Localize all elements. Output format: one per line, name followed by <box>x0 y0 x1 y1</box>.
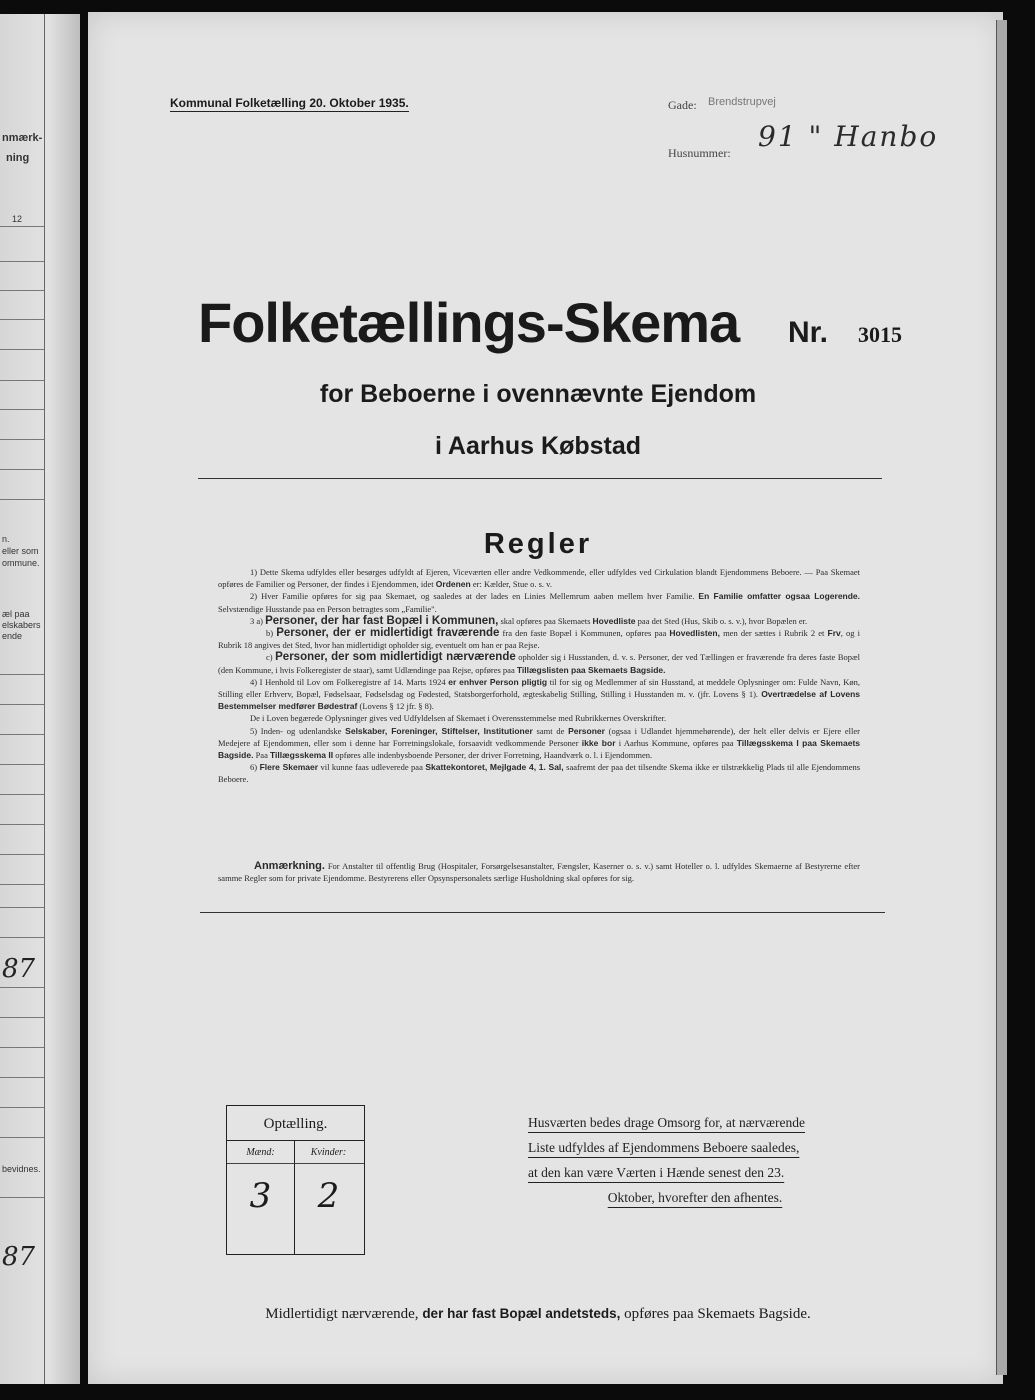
count-box-title: Optælling. <box>263 1116 328 1132</box>
count-box <box>226 1105 365 1255</box>
row-rule <box>0 854 44 855</box>
row-rule <box>0 764 44 765</box>
form-subtitle: for Beboerne i ovennævnte Ejendom <box>319 380 757 408</box>
street-label: Gade: <box>668 98 697 112</box>
women-label: Kvinder: <box>310 1147 347 1158</box>
box-rule <box>227 1140 364 1141</box>
row-rule <box>0 1107 44 1108</box>
note-line: Husværten bedes drage Omsorg for, at nærværende <box>528 1115 806 1130</box>
form-number-value: 3015 <box>858 322 902 347</box>
house-number-value: 91 " Hanbo <box>758 120 939 153</box>
margin-note: ende <box>2 631 23 641</box>
row-rule <box>0 987 44 988</box>
row-rule <box>0 439 44 440</box>
column-number: 12 <box>12 214 23 224</box>
row-rule <box>0 226 44 227</box>
divider <box>198 478 882 479</box>
rule-3a: 3 a) Personer, der har fast Bopæl i Kommunen, skal opføres paa Skemaets Hovedliste paa det Sted (Hus, Skib o. s. v.), hvor Bopælen er. <box>250 614 808 627</box>
row-rule <box>0 1197 44 1198</box>
row-rule <box>0 499 44 500</box>
margin-note: elskabers <box>2 620 41 630</box>
remark-text: Anmærkning. For Anstalter til offentlig Brug (Hospitaler, Forsørgelsesanstalter, Fængsler, Kaserner o. s. v.) samt Hoteller o. l. udfyldes Skemaerne af Bestyrerne efter samme Regler som for private Ejendomme. Bestyrerens eller Opsynspersonalets særlige Husholdning skal opføres for sig. <box>218 860 860 884</box>
row-rule <box>0 319 44 320</box>
women-count: 2 <box>317 1176 340 1216</box>
handwritten-number: 87 <box>2 954 36 984</box>
form-subtitle-city: i Aarhus Købstad <box>434 432 642 460</box>
row-rule <box>0 704 44 705</box>
column-header: nmærk- <box>2 132 43 144</box>
rule-4: 4) I Henhold til Lov om Folkeregistre af 14. Marts 1924 er enhver Person pligtig til for sig og Medlemmer af sin Husstand, at meddele Oplysninger om: Fulde Navn, Køn, Stilling eller Erhverv, Bopæl, Fødselsaar, Fødselsdag og Fødested, Statsborgerforhold, ægteskabelig Stilling, Stilling i Husstanden m. v. (jfr. Lovens § 1). Overtrædelse af Lovens Bestemmelser medfører Bødestraf (Lovens § 12 jfr. § 8). <box>218 676 861 712</box>
house-number-label: Husnummer: <box>668 146 731 160</box>
row-rule <box>0 824 44 825</box>
box-rule <box>227 1163 364 1164</box>
row-rule <box>0 884 44 885</box>
row-rule <box>0 1047 44 1048</box>
rule-1: 1) Dette Skema udfyldes eller besørges udfyldt af Ejeren, Viceværten eller andre Vedkommende, eller udfyldes ved Cirkulation blandt Ejendommens Beboere. — Paa Skemaet opføres de Familier og Personer, der findes i Ejendommen, idet Ordenen er: Kælder, Stue o. s. v. <box>218 567 860 590</box>
row-rule <box>0 794 44 795</box>
margin-note: ommune. <box>2 558 40 568</box>
rules-heading: Regler <box>483 528 593 560</box>
row-rule <box>0 937 44 938</box>
handwritten-number: 87 <box>2 1242 36 1272</box>
row-rule <box>0 734 44 735</box>
margin-note: bevidnes. <box>2 1164 41 1174</box>
page-stack-edge <box>996 20 1007 1375</box>
row-rule <box>0 290 44 291</box>
row-rule <box>0 349 44 350</box>
landlord-note <box>528 1110 862 1210</box>
street-value: Brendstrupvej <box>708 96 776 108</box>
remark-label: Anmærkning. <box>254 860 325 872</box>
rule-2: 2) Hver Familie opføres for sig paa Skemaet, og saaledes at der lades en Linies Mellemrum aaben mellem hver Familie. En Familie omfatter ogsaa Logerende. Selvstændige Husstande paa en Person betragtes som „Familie". <box>218 591 861 614</box>
rule-3b: b) Personer, der er midlertidigt fraværende fra den faste Bopæl i Kommunen, opføres paa Hovedlisten, men der sættes i Rubrik 2 et Frv, og i Rubrik 18 angives det Sted, hvor han midlertidigt opholder sig, eventuelt om han er paa Rejse. <box>218 627 861 651</box>
row-rule <box>0 1077 44 1078</box>
census-header-title: Kommunal Folketælling 20. Oktober 1935. <box>170 96 409 110</box>
census-form-page <box>88 12 1003 1384</box>
row-rule <box>0 261 44 262</box>
row-rule <box>0 1017 44 1018</box>
row-rule <box>0 380 44 381</box>
note-line: at den kan være Værten i Hænde senest den 23. <box>528 1165 785 1180</box>
men-label: Mænd: <box>246 1147 275 1158</box>
margin-note: æl paa <box>2 609 30 619</box>
margin-note: eller som <box>2 546 39 556</box>
note-line: Oktober, hvorefter den afhentes. <box>607 1190 783 1205</box>
rule-4b: De i Loven begærede Oplysninger gives ved Udfyldelsen af Skemaet i Overensstemmelse med Rubrikkernes Overskrifter. <box>250 713 667 724</box>
row-rule <box>0 907 44 908</box>
rules-text <box>218 566 860 786</box>
form-title: Folketællings-Skema <box>198 291 740 354</box>
rule-5: 5) Inden- og udenlandske Selskaber, Foreninger, Stiftelser, Institutioner samt de Personer (ogsaa i Udlandet hjemmehørende), der helt eller delvis er Ejere eller Medejere af Ejendommen, eller som i denne har Forretningslokale, forsaavidt vedkommende Personer ikke bor i Aarhus Kommune, opføres paa Tillægsskema I paa Skemaets Bagside. Paa Tillægsskema II opføres alle indenbysboende Personer, der driver Forretning, Haandværk o. l. i Ejendommen. <box>218 725 861 761</box>
previous-page-edge <box>0 14 80 1384</box>
footer-note: Midlertidigt nærværende, der har fast Bopæl andetsteds, opføres paa Skemaets Bagside. <box>265 1306 811 1322</box>
margin-note: n. <box>2 534 10 544</box>
row-rule <box>0 469 44 470</box>
men-count: 3 <box>249 1176 272 1216</box>
column-header: ning <box>6 152 30 164</box>
rule-6: 6) Flere Skemaer vil kunne faas udleverede paa Skattekontoret, Mejlgade 4, 1. Sal, saafremt der paa det tilsendte Skema ikke er tilstrækkelig Plads til alle Ejendommens Beboere. <box>218 762 861 785</box>
rule-3c: c) Personer, der som midlertidigt nærværende opholder sig i Husstanden, d. v. s. Personer, der ved Tællingen er fraværende fra deres faste Bopæl (den Kommune, i hvis Folkeregister de staar), samt Udlændinge paa Rejse, opføres paa Tillægslisten paa Skemaets Bagside. <box>218 651 861 675</box>
row-rule <box>0 409 44 410</box>
note-line: Liste udfyldes af Ejendommens Beboere saaledes, <box>528 1140 800 1155</box>
divider <box>200 912 885 913</box>
column-divider <box>44 14 45 1384</box>
row-rule <box>0 674 44 675</box>
form-number-label: Nr. <box>788 316 829 349</box>
row-rule <box>0 1137 44 1138</box>
